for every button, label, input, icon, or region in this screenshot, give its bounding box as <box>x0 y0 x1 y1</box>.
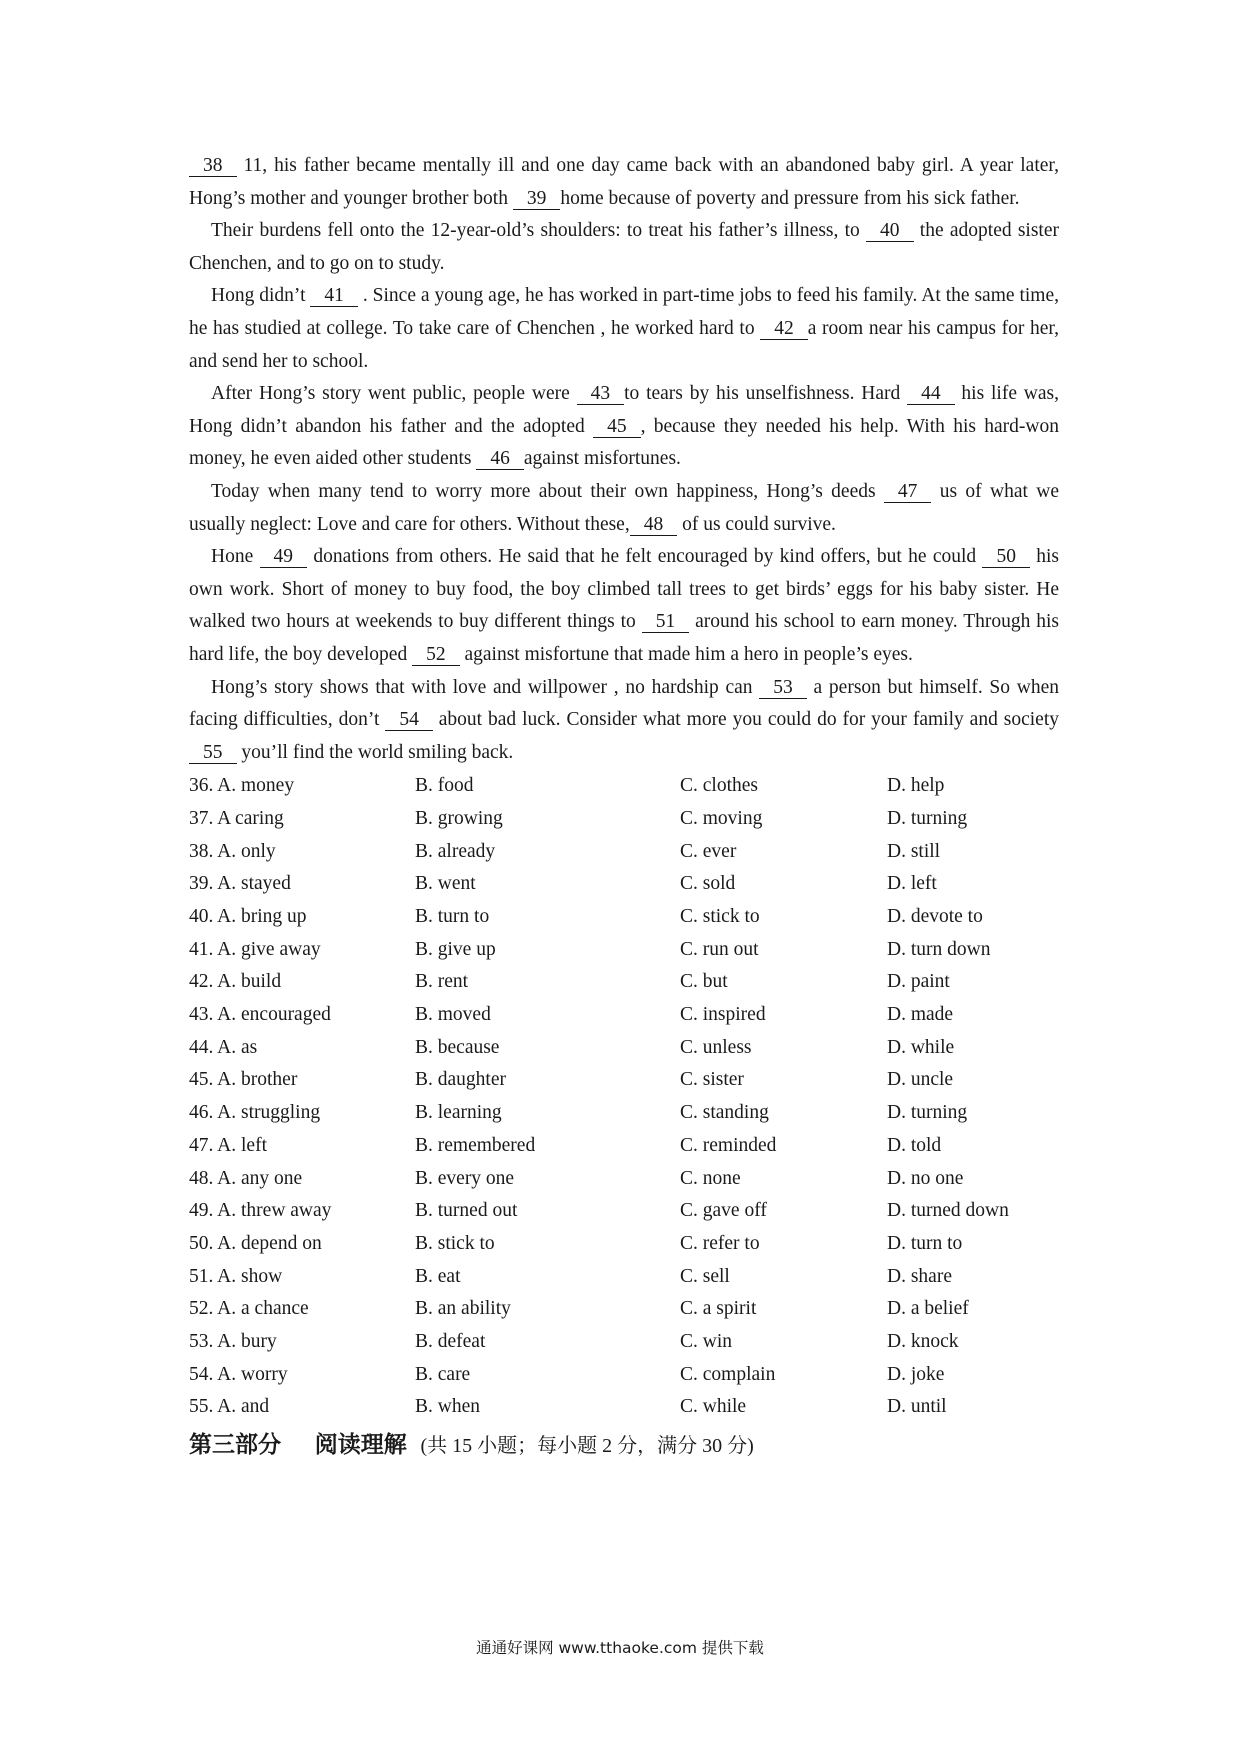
option-b: B. an ability <box>415 1298 511 1320</box>
blank-49: 49 <box>260 547 308 568</box>
option-a: 43. A. encouraged <box>189 1004 331 1026</box>
option-b: B. learning <box>415 1102 502 1124</box>
cloze-passage <box>189 150 1059 769</box>
option-a: 39. A. stayed <box>189 873 291 895</box>
paragraph-text: Today when many tend to worry more about their own happiness, Hong’s deeds <box>211 480 884 502</box>
option-d: D. made <box>887 1004 954 1026</box>
option-d: D. still <box>887 840 941 862</box>
section-note: (共 15 小题；每小题 2 分，满分 30 分) <box>420 1435 754 1458</box>
paragraph-text: Their burdens fell onto the 12-year-old’s shoulders: to treat his father’s illness, to <box>211 220 867 242</box>
option-a: 47. A. left <box>189 1134 267 1156</box>
option-row <box>189 1326 1059 1359</box>
paragraph-text: After Hong’s story went public, people were <box>211 383 577 405</box>
option-row <box>189 966 1059 999</box>
paragraph-text: 11, his father became mentally ill and one day came back with an abandoned baby girl. A year later, Hong’s mother and younger brother both <box>189 155 1059 209</box>
option-c: C. reminded <box>680 1134 777 1156</box>
paragraph <box>189 672 1059 770</box>
option-c: C. but <box>680 971 728 993</box>
option-c: C. refer to <box>680 1232 760 1254</box>
blank-41: 41 <box>310 286 358 307</box>
paragraph-text: to tears by his unselfishness. Hard <box>624 383 908 405</box>
option-a: 46. A. struggling <box>189 1102 321 1124</box>
paragraph-text: his own work. Short of money to buy food, the boy climbed tall trees to get birds’ eggs for his baby sister. He walked two hours at weekends to buy different things to <box>189 546 1059 633</box>
section-title: 阅读理解 <box>314 1432 407 1459</box>
option-a: 41. A. give away <box>189 938 321 960</box>
option-a: 50. A. depend on <box>189 1232 322 1254</box>
option-b: B. stick to <box>415 1232 495 1254</box>
option-a: 45. A. brother <box>189 1069 298 1091</box>
option-b: B. daughter <box>415 1069 506 1091</box>
option-d: D. uncle <box>887 1069 954 1091</box>
paragraph-text: around his school to earn money. Through his hard life, the boy developed <box>189 611 1060 665</box>
option-a: 44. A. as <box>189 1036 258 1058</box>
option-d: D. while <box>887 1036 955 1058</box>
paragraph-text: his life was, Hong didn’t abandon his father and the adopted <box>189 383 1059 437</box>
paragraph <box>189 378 1059 476</box>
paragraph <box>189 150 1059 215</box>
option-b: B. every one <box>415 1167 515 1189</box>
option-b: B. already <box>415 840 496 862</box>
option-a: 48. A. any one <box>189 1167 303 1189</box>
option-row <box>189 836 1059 869</box>
option-a: 52. A. a chance <box>189 1298 309 1320</box>
option-d: D. a belief <box>887 1298 969 1320</box>
option-b: B. remembered <box>415 1134 536 1156</box>
option-d: D. joke <box>887 1363 945 1385</box>
option-d: D. turning <box>887 807 968 829</box>
paragraph <box>189 215 1059 280</box>
blank-44: 44 <box>907 384 955 405</box>
paragraph-text: against misfortune that made him a hero in people’s eyes. <box>459 643 913 665</box>
blank-54: 54 <box>385 710 433 731</box>
option-a: 38. A. only <box>189 840 276 862</box>
answer-options <box>189 770 1059 1424</box>
option-c: C. sister <box>680 1069 744 1091</box>
section-heading <box>189 1428 1059 1463</box>
option-a: 42. A. build <box>189 971 282 993</box>
option-d: D. knock <box>887 1330 959 1352</box>
option-d: D. turn to <box>887 1232 963 1254</box>
option-c: C. while <box>680 1396 747 1418</box>
blank-45: 45 <box>593 417 641 438</box>
option-row <box>189 1228 1059 1261</box>
paragraph-text: Hong’s story shows that with love and willpower , no hardship can <box>211 676 760 698</box>
option-b: B. turn to <box>415 906 490 928</box>
option-b: B. food <box>415 775 474 797</box>
paragraph-text: you’ll find the world smiling back. <box>236 741 514 763</box>
option-c: C. unless <box>680 1036 752 1058</box>
blank-46: 46 <box>476 449 524 470</box>
option-b: B. moved <box>415 1004 491 1026</box>
page-footer: 通通好课网 www.tthaoke.com 提供下载 <box>476 1639 764 1657</box>
paragraph-text: home because of poverty and pressure from his sick father. <box>560 187 1020 209</box>
blank-40: 40 <box>866 221 914 242</box>
option-row <box>189 1064 1059 1097</box>
option-a: 49. A. threw away <box>189 1200 332 1222</box>
option-c: C. a spirit <box>680 1298 757 1320</box>
option-row <box>189 1293 1059 1326</box>
paragraph-text: us of what we usually neglect: Love and care for others. Without these, <box>189 480 1059 535</box>
section-part: 第三部分 <box>189 1432 281 1459</box>
paragraph <box>189 541 1059 671</box>
option-b: B. growing <box>415 807 503 829</box>
option-c: C. sell <box>680 1265 730 1287</box>
blank-53: 53 <box>759 678 807 699</box>
option-row <box>189 1195 1059 1228</box>
blank-38: 38 <box>189 156 237 177</box>
option-row <box>189 999 1059 1032</box>
option-b: B. give up <box>415 938 496 960</box>
option-c: C. gave off <box>680 1200 767 1222</box>
option-row <box>189 1130 1059 1163</box>
option-b: B. eat <box>415 1265 461 1287</box>
paragraph-text: about bad luck. Consider what more you could do for your family and society <box>432 709 1060 731</box>
option-d: D. until <box>887 1396 947 1418</box>
blank-42: 42 <box>760 319 808 340</box>
option-d: D. devote to <box>887 906 983 928</box>
paragraph-text: Hong didn’t <box>211 285 311 307</box>
blank-39: 39 <box>513 189 561 210</box>
blank-50: 50 <box>982 547 1030 568</box>
option-c: C. sold <box>680 873 736 895</box>
option-c: C. complain <box>680 1363 776 1385</box>
option-c: C. ever <box>680 840 737 862</box>
option-b: B. when <box>415 1396 480 1418</box>
paragraph-text: . Since a young age, he has worked in part-time jobs to feed his family. At the same time, he has studied at college. To take care of Chenchen , he worked hard to <box>189 285 1059 339</box>
option-c: C. win <box>680 1330 733 1352</box>
option-b: B. defeat <box>415 1330 486 1352</box>
blank-43: 43 <box>577 384 625 405</box>
option-d: D. no one <box>887 1167 964 1189</box>
option-d: D. turn down <box>887 938 991 960</box>
option-row <box>189 803 1059 836</box>
option-row <box>189 770 1059 803</box>
option-a: 37. A caring <box>189 807 284 829</box>
option-row <box>189 901 1059 934</box>
option-d: D. left <box>887 873 937 895</box>
paragraph-text: the adopted sister Chenchen, and to go on to study. <box>189 220 1060 274</box>
exam-page <box>189 150 1059 1463</box>
paragraph <box>189 476 1059 541</box>
option-row <box>189 1261 1059 1294</box>
paragraph-text: against misfortunes. <box>523 448 681 470</box>
option-c: C. moving <box>680 807 763 829</box>
option-b: B. rent <box>415 971 469 993</box>
option-d: D. told <box>887 1134 942 1156</box>
option-a: 55. A. and <box>189 1396 270 1418</box>
option-c: C. run out <box>680 938 759 960</box>
paragraph-text: a person but himself. So when facing difficulties, don’t <box>189 676 1060 731</box>
option-d: D. paint <box>887 971 950 993</box>
option-d: D. turning <box>887 1102 968 1124</box>
blank-55: 55 <box>189 743 237 764</box>
option-b: B. went <box>415 873 476 895</box>
option-c: C. clothes <box>680 775 758 797</box>
option-d: D. help <box>887 775 945 797</box>
option-row <box>189 1097 1059 1130</box>
option-a: 40. A. bring up <box>189 906 307 928</box>
paragraph-text: of us could survive. <box>677 513 836 535</box>
option-a: 36. A. money <box>189 775 295 797</box>
option-a: 53. A. bury <box>189 1330 277 1352</box>
blank-47: 47 <box>884 482 932 503</box>
option-c: C. none <box>680 1167 741 1189</box>
option-row <box>189 934 1059 967</box>
option-row <box>189 1359 1059 1392</box>
option-a: 51. A. show <box>189 1265 283 1287</box>
option-row <box>189 1391 1059 1424</box>
paragraph-text: , because they needed his help. With his hard-won money, he even aided other students <box>189 415 1059 470</box>
blank-48: 48 <box>630 515 678 536</box>
paragraph-text: Hone <box>211 546 260 568</box>
option-b: B. care <box>415 1363 471 1385</box>
option-row <box>189 1032 1059 1065</box>
option-c: C. inspired <box>680 1004 766 1026</box>
option-b: B. because <box>415 1036 500 1058</box>
option-d: D. share <box>887 1265 952 1287</box>
option-c: C. standing <box>680 1102 769 1124</box>
blank-52: 52 <box>412 645 460 666</box>
option-row <box>189 1163 1059 1196</box>
option-d: D. turned down <box>887 1200 1009 1222</box>
option-b: B. turned out <box>415 1200 518 1222</box>
option-a: 54. A. worry <box>189 1363 288 1385</box>
paragraph <box>189 280 1059 378</box>
paragraph-text: a room near his campus for her, and send her to school. <box>189 317 1059 372</box>
paragraph-text: donations from others. He said that he felt encouraged by kind offers, but he could <box>307 546 983 568</box>
blank-51: 51 <box>642 612 690 633</box>
option-c: C. stick to <box>680 906 760 928</box>
option-row <box>189 868 1059 901</box>
